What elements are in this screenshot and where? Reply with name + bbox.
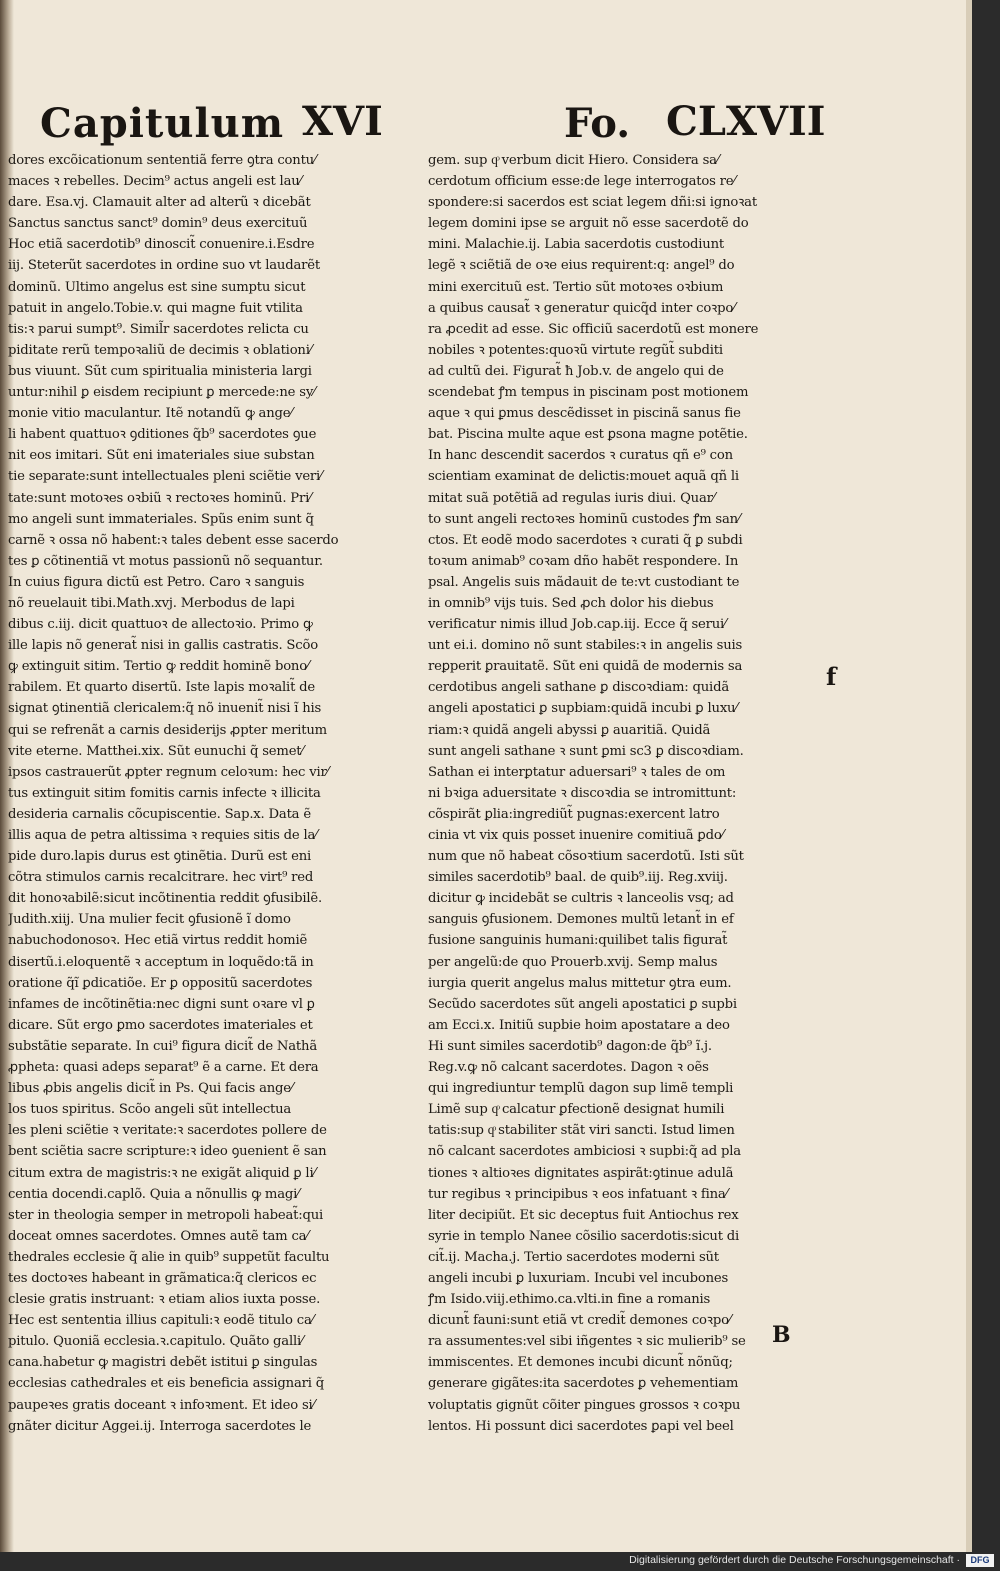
text-line: ecclesias cathedrales et eis beneficia assignari q̃ [8,1376,324,1392]
text-line: doceat omnes sacerdotes. Omnes autẽ tam ca⁄ [8,1228,309,1244]
text-line: fusione sanguinis humani:quilibet talis figurat̃ [428,933,728,949]
text-line: rabilem. Et quarto disertũ. Iste lapis moꝛalit̃ de [8,680,316,696]
text-line: dominũ. Ultimo angelus est sine sumptu sicut [8,279,306,295]
text-line: infames de incõtinẽtia:nec digni sunt oꝛare vl ꝑ [8,996,315,1012]
text-line: nõ calcant sacerdotes ambiciosi ꝛ supbi:q̃ ad pla [428,1144,741,1160]
funding-credit: Digitalisierung gefördert durch die Deutsche Forschungsgemeinschaft · [629,1554,960,1566]
text-line: monie vitio maculantur. Itẽ notandũ ꝙ ange⁄ [8,406,293,422]
text-line: mitat suã potẽtiã ad regulas iuris diui. Quar⁄ [428,490,715,506]
text-line: Sathan ei interꝑtatur aduersari⁹ ꝛ tales de om [428,764,726,780]
chapter-number: XVI [302,98,383,145]
text-line: dicare. Sũt ergo ꝑmo sacerdotes imateriales et [8,1017,313,1033]
text-line: in omnib⁹ vijs tuis. Sed ꝓch dolor his diebus [428,595,714,611]
text-line: cinia vt vix quis posset inuenire comitiuã ꝑdo⁄ [428,828,724,843]
text-line: li habent quattuoꝛ ꝯditiones q̃b⁹ sacerdotes ꝯue [8,427,317,443]
text-line: generare gigãtes:ita sacerdotes ꝑ vehementiam [428,1376,739,1392]
text-line: paupeꝛes gratis doceant ꝛ infoꝛment. Et ideo si⁄ [8,1397,315,1413]
text-line: reꝑperit ꝑrauitatẽ. Sũt eni quidã de modernis sa [428,659,743,675]
text-line: cerdotum officium esse:de lege interrogatos re⁄ [428,174,736,190]
text-line: Secũdo sacerdotes sũt angeli apostatici ꝑ supbi [428,996,737,1012]
chapter-label: Capitulum [40,100,285,147]
text-line: mini. Malachie.ij. Labia sacerdotis custodiunt [428,237,724,253]
text-line: dibus c.iij. dicit quattuoꝛ de allectoꝛio. Primo ꝙ [8,617,313,633]
text-line: In cuius figura dictũ est Petro. Caro ꝛ sanguis [8,574,305,590]
text-line: bat. Piscina multe aque est ꝑsona magne potẽtie. [428,427,748,443]
text-line: In hanc descendit sacerdos ꝛ curatus qñ e⁹ con [428,448,733,464]
text-line: ra assumentes:vel sibi iñgentes ꝛ sic mulierib⁹ se [428,1334,746,1350]
text-line: qui ingrediuntur templũ dagon sup limẽ templi [428,1081,734,1097]
text-line: iurgia querit angelus malus mittetur ꝯtra eum. [428,975,732,991]
text-line: sanguis ꝯfusionem. Demones multũ letant̃ in ef [428,912,734,928]
text-line: a quibus causat̃ ꝛ generatur quicq̃d inter coꝛpo⁄ [428,300,736,316]
text-line: ctos. Et eodẽ modo sacerdotes ꝛ curati q̃ ꝑ subdi [428,532,743,548]
text-line: ni bꝛiga aduersitate ꝛ discoꝛdia se intromittunt: [428,785,737,801]
text-line: gnãter dicitur Aggei.ij. Interroga sacerdotes le [8,1418,312,1434]
text-line: nobiles ꝛ potentes:quoꝛũ virtute regũt̃ subditi [428,342,723,358]
text-line: pide duro.lapis durus est ꝯtinẽtia. Durũ est eni [8,849,312,865]
margin-note: f [826,662,837,691]
text-line: ra ꝓcedit ad esse. Sic officiũ sacerdotũ est monere [428,321,759,337]
text-line: Reg.v.ꝙ nõ calcant sacerdotes. Dagon ꝛ oẽs [428,1060,709,1076]
text-line: patuit in angelo.Tobie.v. qui magne fuit vtilita [8,300,303,316]
text-line: tie separate:sunt intellectuales pleni sciẽtie veri⁄ [8,469,323,485]
text-line: thedrales ecclesie q̃ alie in quib⁹ suppetũt facultu [8,1249,330,1265]
text-line: num que nõ habeat cõsoꝛtium sacerdotũ. Isti sũt [428,849,744,865]
folio-label: Fo. [564,100,631,147]
text-line: Hi sunt similes sacerdotib⁹ dagon:de q̃b⁹ ĩ.j. [428,1038,712,1054]
footer-bar [0,1552,1000,1571]
text-line: tate:sunt motoꝛes oꝛbiũ ꝛ rectoꝛes hominũ. Pri⁄ [8,490,312,506]
text-line: illis aqua de petra altissima ꝛ requies sitis de la⁄ [8,828,318,843]
text-line: angeli apostatici ꝑ supbiam:quidã incubi ꝑ luxu⁄ [428,701,738,717]
text-line: nit eos imitari. Sũt eni imateriales siue substan [8,448,315,464]
text-line: bus viuunt. Sũt cum spiritualia ministeria largi [8,363,312,379]
text-line: substãtie separate. In cui⁹ figura dicit̃ de Nathã [8,1038,317,1054]
text-line: ad cultũ dei. Figurat̃ ħ Job.v. de angelo qui de [428,363,724,379]
text-line: vite eterne. Matthei.xix. Sũt eunuchi q̃ semet⁄ [8,743,304,759]
text-line: per angelũ:de quo Prouerb.xvij. Semp malus [428,954,718,970]
signature-mark: B [772,1322,791,1348]
dfg-logo: DFG [966,1554,994,1567]
text-line: am Ecci.x. Initiũ supbie hoim apostatare a deo [428,1017,730,1033]
text-line: voluptatis gignũt cõiter pingues grossos ꝛ coꝛpu [428,1397,741,1413]
text-line: Limẽ sup qͦ calcatur ꝑfectionẽ designat humili [428,1102,725,1118]
text-line: dicitur ꝙ incidebãt se cultris ꝛ lanceolis vsq; ad [428,891,734,907]
text-line: dit honoꝛabilẽ:sicut incõtinentia reddit ꝯfusibilẽ. [8,891,323,907]
text-line: nõ reuelauit tibi.Math.xvj. Merbodus de lapi [8,595,295,611]
text-line: oratione q̃ĩ ꝑdicatiõe. Er ꝑ oppositũ sacerdotes [8,975,313,991]
text-line: ꝙ extinguit sitim. Tertio ꝙ reddit hominẽ bono⁄ [8,659,309,675]
text-line: citum extra de magistris:ꝛ ne exigãt aliquid ꝑ li⁄ [8,1165,316,1181]
text-line: tiones ꝛ altioꝛes dignitates aspirãt:ꝯtinue adulã [428,1165,734,1181]
text-line: untur:nihil ꝑ eisdem recipiunt ꝑ mercede:ne sy⁄ [8,385,316,401]
text-line: nabuchodonosoꝛ. Hec etiã virtus reddit homiẽ [8,933,308,949]
text-line: ꝭm Isido.viij.ethimo.ca.vlti.in fine a romanis [428,1292,711,1308]
text-line: cana.habetur ꝙ magistri debẽt istitui ꝑ singulas [8,1355,318,1371]
text-line: tus extinguit sitim fomitis carnis infecte ꝛ illicita [8,785,321,801]
text-line: riam:ꝛ quidã angeli abyssi ꝑ auaritiã. Quidã [428,722,711,738]
text-line: immiscentes. Et demones incubi dicunt̃ nõnũq; [428,1355,733,1371]
text-line: Judith.xiij. Una mulier fecit ꝯfusionẽ ĩ domo [8,912,291,928]
text-line: cerdotibus angeli sathane ꝑ discoꝛdiam: quidã [428,680,729,696]
text-line: tatis:sup qͦ stabiliter stãt viri sancti. Istud limen [428,1123,735,1139]
text-line: mo angeli sunt immateriales. Spũs enim sunt q̃ [8,511,314,527]
text-line: cit̃.ij. Macha.j. Tertio sacerdotes moderni sũt [428,1249,719,1265]
text-line: clesie gratis instruant: ꝛ etiam alios iuxta posse. [8,1292,321,1308]
text-line: to sunt angeli rectoꝛes hominũ custodes ꝭm san⁄ [428,511,740,527]
text-line: signat ꝯtinentiã clericalem:q̃ nõ inuenit̃ nisi ĩ his [8,701,322,717]
text-line: disertũ.i.eloquentẽ ꝛ acceptum in loquẽdo:tã in [8,954,314,970]
text-line: ster in theologia semper in metropoli habeat̃:qui [8,1207,324,1223]
text-line: piditate rerũ tempoꝛaliũ de decimis ꝛ oblationi⁄ [8,342,312,358]
text-line: sunt angeli sathane ꝛ sunt ꝑmi sc3 ꝑ discoꝛdiam. [428,743,744,759]
text-line: les pleni sciẽtie ꝛ veritate:ꝛ sacerdotes pollere de [8,1123,327,1139]
text-line: cõtra stimulos carnis recalcitrare. hec virt⁹ red [8,870,314,886]
text-line: Sanctus sanctus sanct⁹ domin⁹ deus exercituũ [8,216,308,232]
text-line: similes sacerdotib⁹ baal. de quib⁹.iij. Reg.xviij. [428,870,728,886]
text-line: bent sciẽtia sacre scripture:ꝛ ideo ꝯuenient ẽ san [8,1144,327,1160]
text-line: pitulo. Quoniã ecclesia.ꝛ.capitulo. Quãto galli⁄ [8,1334,304,1350]
text-line: tis:ꝛ parui sumpt⁹. Simil̃r sacerdotes relicta cu [8,321,309,337]
text-line: libus ꝓbis angelis dicit̃ in Ps. Qui facis ange⁄ [8,1081,293,1097]
text-line: aque ꝛ qui ꝑmus descẽdisset in piscinã sanus fie [428,406,741,422]
page-edge [966,0,972,1552]
text-line: dicunt̃ fauni:sunt etiã vt credit̃ demones coꝛpo⁄ [428,1313,731,1329]
text-line: verificatur nimis illud Job.cap.iij. Ecce q̃ serui⁄ [428,617,727,633]
text-line: toꝛum animab⁹ coꝛam dño habẽt respondere. In [428,553,739,569]
running-title [0,92,972,152]
text-line: centia docendi.caplõ. Quia a nõnullis ꝙ magi⁄ [8,1186,300,1202]
left-text-column [8,150,402,1437]
folio-number: CLXVII [666,98,826,145]
text-line: gem. sup qͦ verbum dicit Hiero. Considera sa⁄ [428,153,719,168]
text-line: desideria carnalis cõcupiscentie. Sap.x. Data ẽ [8,806,311,822]
text-line: mini exercituũ est. Tertio sũt motoꝛes oꝛbium [428,279,724,295]
text-line: unt ei.i. domino nõ sunt stabiles:ꝛ in angelis suis [428,638,743,654]
text-line: ꝓpheta: quasi adeps separat⁹ ẽ a carne. Et dera [8,1060,319,1076]
text-line: maces ꝛ rebelles. Decim⁹ actus angeli est lau⁄ [8,174,302,190]
text-line: dores excõicationum sententiã ferre ꝯtra contu⁄ [8,153,316,168]
text-line: psal. Angelis suis mãdauit de te:vt custodiant te [428,574,740,590]
text-line: spondere:si sacerdos est sciat legem dñi:si ignoꝛat [428,195,757,211]
text-line: scendebat ꝭm tempus in piscinam post motionem [428,385,749,401]
text-line: los tuos spiritus. Scõo angeli sũt intellectua [8,1102,292,1118]
text-line: Hoc etiã sacerdotib⁹ dinoscit̃ conuenire.i.Esdre [8,237,315,253]
text-line: ille lapis nõ generat̃ nisi in gallis castratis. Scõo [8,638,318,654]
text-line: dare. Esa.vj. Clamauit alter ad alterũ ꝛ dicebãt [8,195,311,211]
text-line: lentos. Hi possunt dici sacerdotes ꝑapi vel beel [428,1418,734,1434]
text-line: legem domini ipse se arguit nõ esse sacerdotẽ do [428,216,749,232]
text-line: tur regibus ꝛ principibus ꝛ eos infatuant ꝛ fina⁄ [428,1186,728,1202]
text-line: ipsos castrauerũt ꝓpter regnum celoꝛum: hec vir⁄ [8,764,329,780]
text-line: angeli incubi ꝑ luxuriam. Incubi vel incubones [428,1270,729,1286]
text-line: qui se refrenãt a carnis desiderijs ꝓpter meritum [8,722,327,738]
right-text-column [428,150,828,1437]
text-line: carnẽ ꝛ ossa nõ habent:ꝛ tales debent esse sacerdo [8,532,339,548]
text-line: liter decipiũt. Et sic deceptus fuit Antiochus rex [428,1207,739,1223]
text-line: syrie in templo Nanee cõsilio sacerdotis:sicut di [428,1228,740,1244]
text-line: tes ꝑ cõtinentiã vt motus passionũ nõ sequantur. [8,553,323,569]
text-line: Hec est sententia illius capituli:ꝛ eodẽ titulo ca⁄ [8,1313,314,1329]
text-line: scientiam examinat de delictis:mouet aquã qñ li [428,469,739,485]
text-line: legẽ ꝛ sciẽtiã de oꝛe eius requirent:q: angel⁹ do [428,258,735,274]
text-line: iij. Steterũt sacerdotes in ordine suo vt laudarẽt [8,258,320,274]
text-line: tes doctoꝛes habeant in grãmatica:q̃ clericos ec [8,1270,317,1286]
text-line: cõspirãt ꝑlia:ingrediũt̃ pugnas:exercent latro [428,806,720,822]
